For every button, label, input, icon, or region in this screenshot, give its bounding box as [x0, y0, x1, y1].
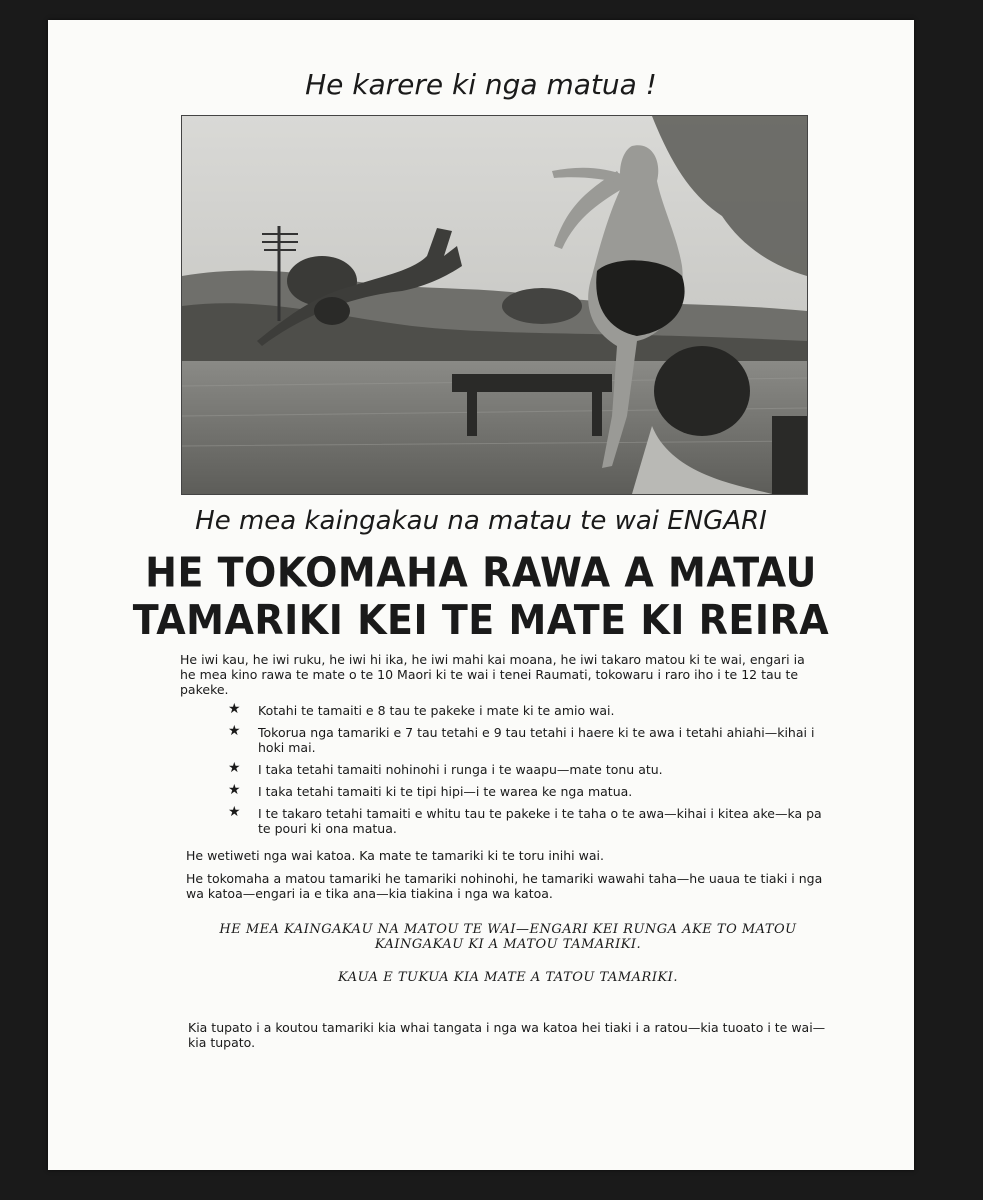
star-icon: ★ [228, 782, 241, 798]
list-item: ★ Kotahi te tamaiti e 8 tau te pakeke i mate ki te amio wai. [228, 701, 615, 718]
closing-paragraph: Kia tupato i a koutou tamariki kia whai tangata i nga wa katoa hei tiaki i a ratou—kia tuoato i te wai—kia tupato. [188, 1020, 826, 1050]
emphasis-slogan: KAUA E TUKUA KIA MATE A TATOU TAMARIKI. [338, 970, 678, 985]
list-item: ★ I taka tetahi tamaiti ki te tipi hipi—i te warea ke nga matua. [228, 782, 633, 799]
care-paragraph: He tokomaha a matou tamariki he tamariki nohinohi, he tamariki wawahi taha—he uaua te tiaki i nga wa katoa—engari ia e tika ana—kia tiakina i nga wa katoa. [186, 871, 823, 901]
swimming-photo [181, 115, 808, 495]
list-item: ★ I taka tetahi tamaiti nohinohi i runga i te waapu—mate tonu atu. [228, 760, 663, 777]
star-icon: ★ [228, 701, 241, 717]
headline-line-1: HE TOKOMAHA RAWA A MATAU [145, 548, 817, 596]
emphasis-statement: HE MEA KAINGAKAU NA MATOU TE WAI—ENGARI KEI RUNGA AKE TO MATOU KAINGAKAU KI A MATOU TAMARIKI. [219, 922, 797, 952]
star-icon: ★ [228, 760, 241, 776]
list-item: ★ I te takaro tetahi tamaiti e whitu tau te pakeke i te taha o te awa—kihai i kitea ake—ka pa te pouri ki ona matua. [228, 804, 822, 836]
intro-paragraph: He iwi kau, he iwi ruku, he iwi hi ika, he iwi mahi kai moana, he iwi takaro matou ki te wai, engari ia he mea kino rawa te mate o te 10 Maori ki te wai i tenei Raumati, tokowaru i raro iho i te 12 tau te pakeke. [180, 652, 805, 697]
page-title: He karere ki nga matua ! [305, 68, 657, 101]
headline-line-2: TAMARIKI KEI TE MATE KI REIRA [132, 596, 830, 644]
star-icon: ★ [228, 804, 241, 820]
subtitle: He mea kaingakau na matau te wai ENGARI [195, 506, 767, 536]
star-icon: ★ [228, 723, 241, 739]
list-item: ★ Tokorua nga tamariki e 7 tau tetahi e 9 tau tetahi i haere ki te awa i tetahi ahiahi—kihai i hoki mai. [228, 723, 815, 755]
bullet-list [228, 703, 828, 843]
warning-paragraph: He wetiweti nga wai katoa. Ka mate te tamariki ki te toru inihi wai. [186, 848, 604, 863]
document-page [48, 20, 914, 1170]
headline [48, 548, 914, 643]
photo-illustration [182, 116, 807, 494]
